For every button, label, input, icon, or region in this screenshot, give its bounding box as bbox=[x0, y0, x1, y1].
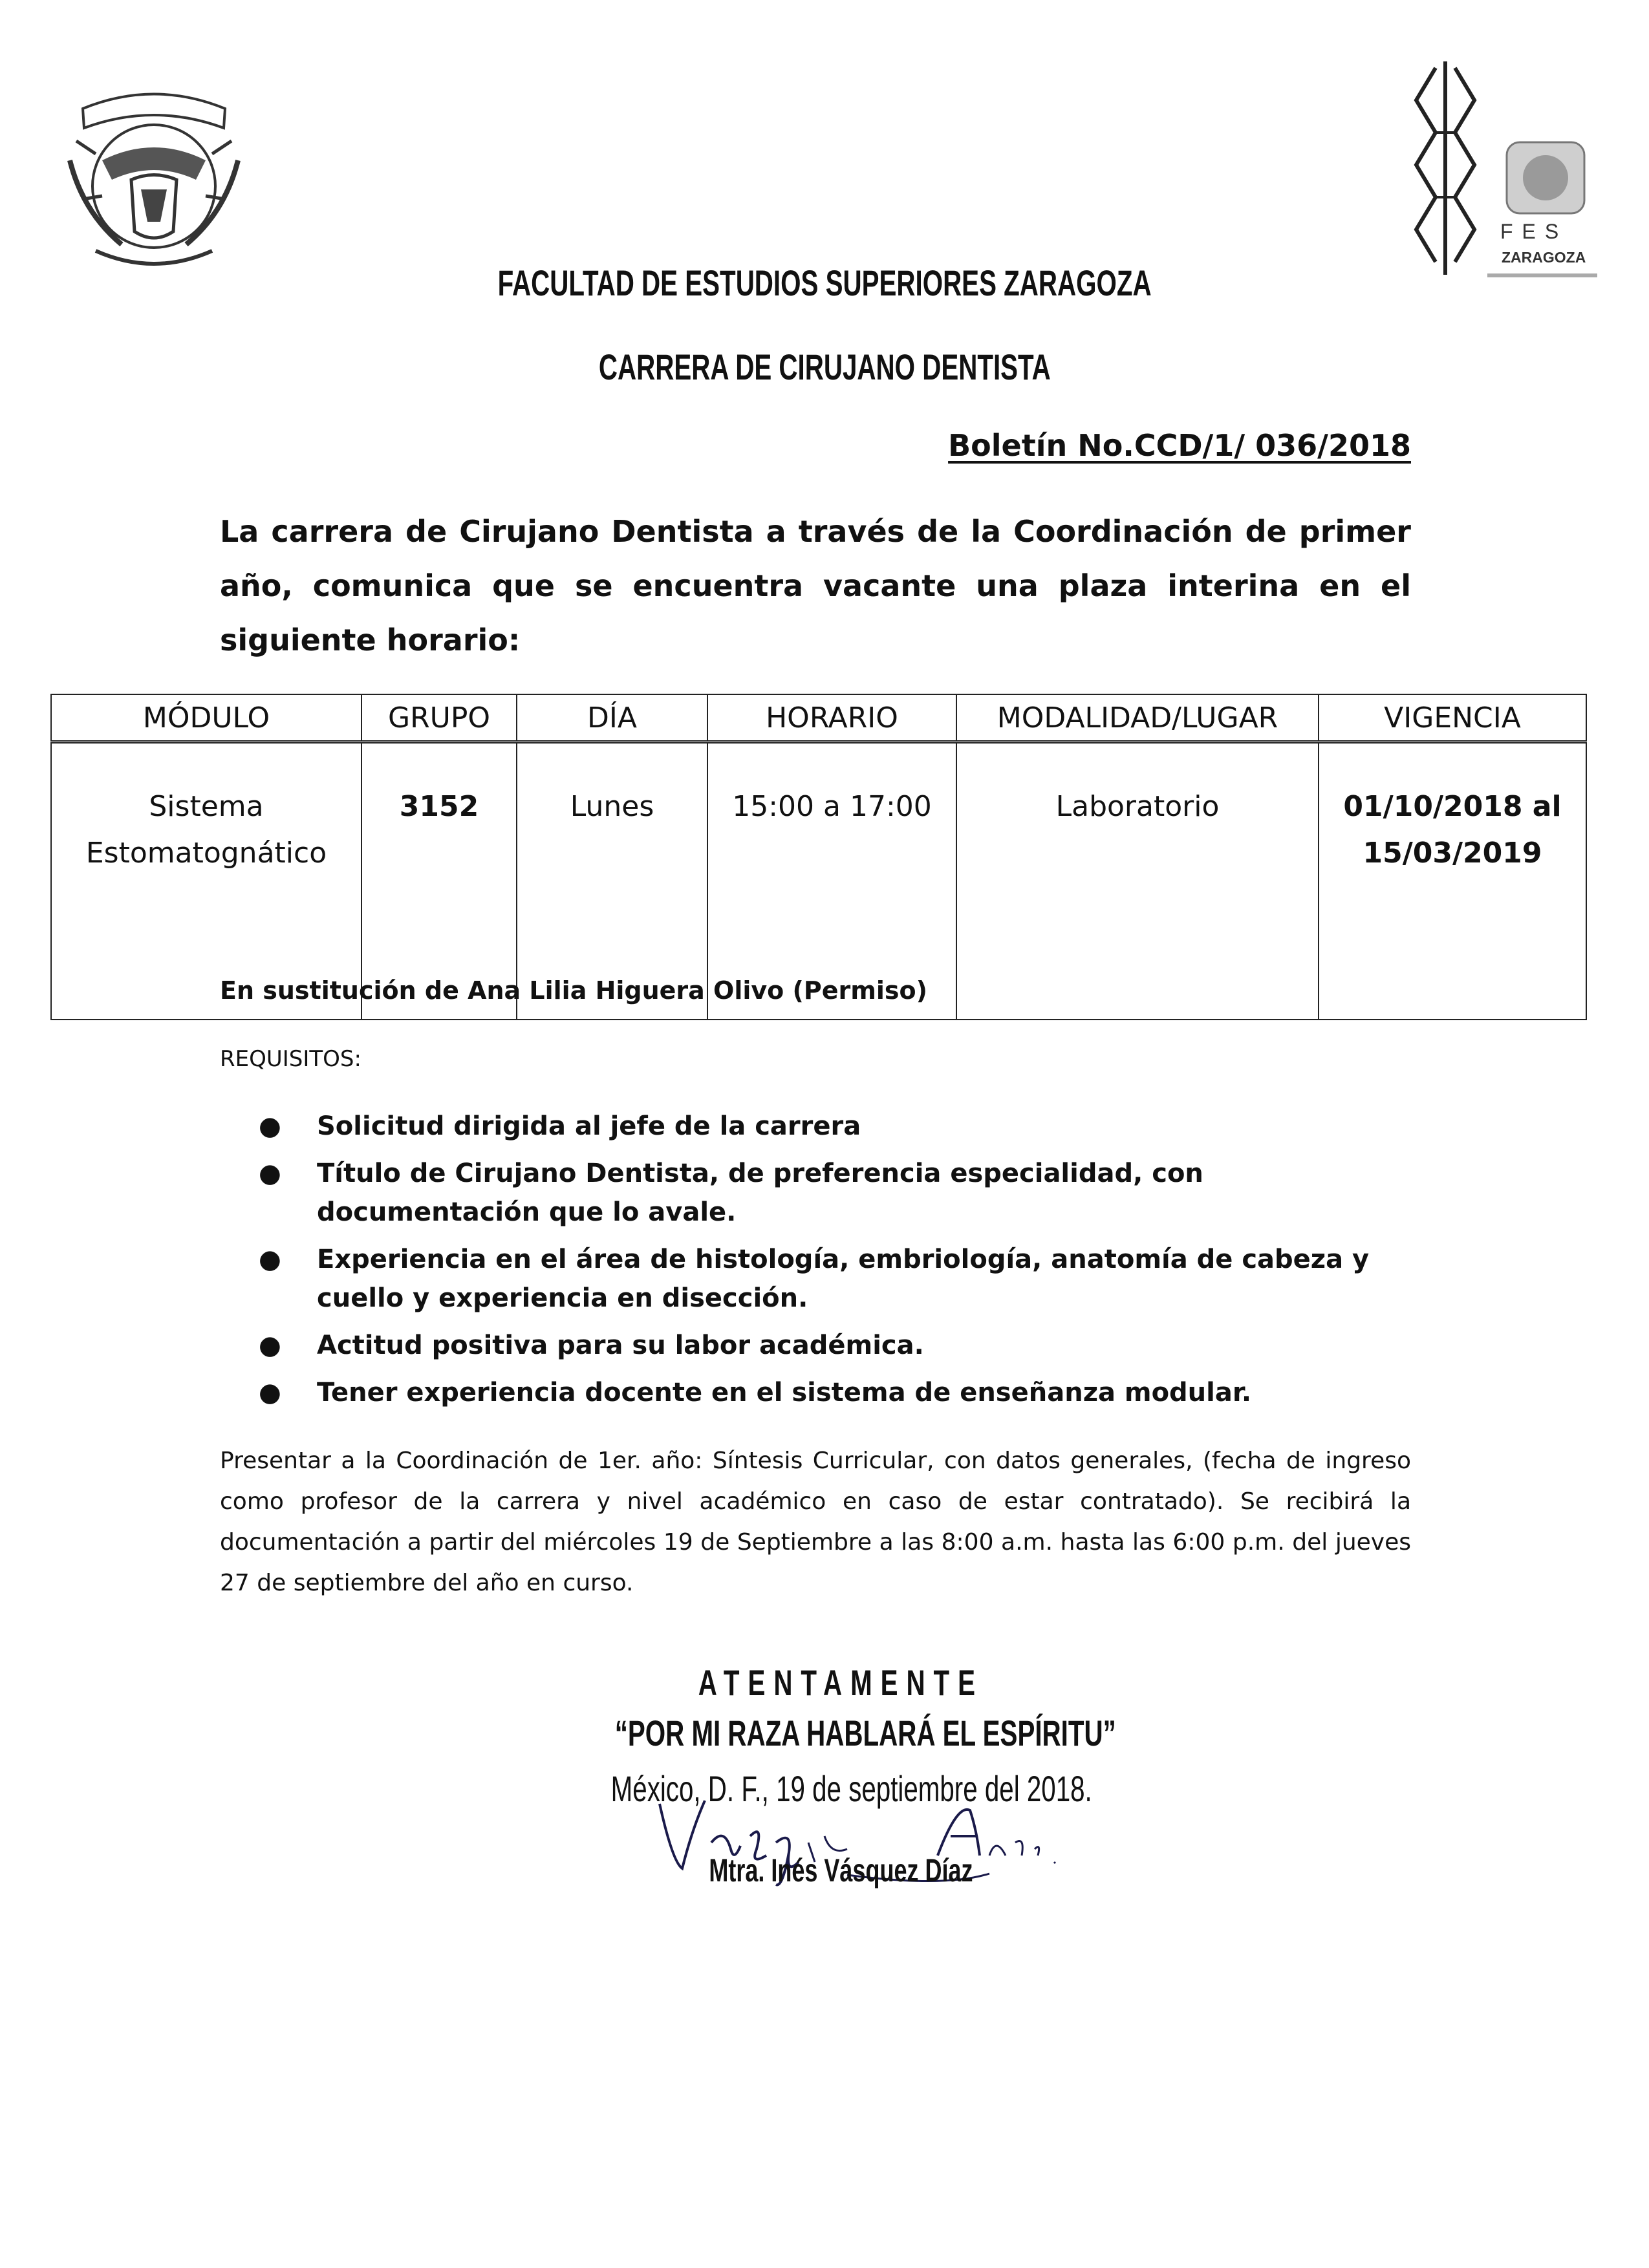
bullet-icon: ● bbox=[259, 1245, 281, 1274]
header-modalidad: MODALIDAD/LUGAR bbox=[956, 694, 1319, 742]
intro-paragraph: La carrera de Cirujano Dentista a través de la Coordinación de primer año, comunica que se encuentra vacante una plaza interina en el siguiente horario: bbox=[220, 514, 1411, 658]
institution-title-container bbox=[0, 262, 1649, 305]
bullet-icon: ● bbox=[259, 1331, 281, 1360]
fes-logo-text: FES bbox=[1500, 220, 1568, 243]
closing-salutation-container bbox=[582, 1662, 1099, 1704]
requirement-text: Tener experiencia docente en el sistema de enseñanza modular. bbox=[317, 1378, 1252, 1407]
requirement-text: Título de Cirujano Dentista, de preferencia especialidad, con documentación que lo avale. bbox=[317, 1159, 1203, 1227]
requirement-text: Solicitud dirigida al jefe de la carrera bbox=[317, 1111, 861, 1141]
header-grupo: GRUPO bbox=[361, 694, 517, 742]
table-header-row bbox=[51, 694, 1586, 742]
list-item bbox=[259, 1326, 1423, 1365]
bullet-icon: ● bbox=[259, 1378, 281, 1407]
list-item bbox=[259, 1240, 1423, 1318]
closing-salutation: ATENTAMENTE bbox=[698, 1662, 984, 1703]
list-item bbox=[259, 1107, 1423, 1146]
header-vigencia: VIGENCIA bbox=[1319, 694, 1586, 742]
list-item bbox=[259, 1154, 1423, 1232]
requirements-title: REQUISITOS: bbox=[220, 1046, 361, 1072]
institution-title: FACULTAD DE ESTUDIOS SUPERIORES ZARAGOZA bbox=[497, 262, 1152, 303]
cell-grupo: 3152 bbox=[361, 742, 517, 1020]
bulletin-number: Boletín No.CCD/1/ 036/2018 bbox=[948, 428, 1411, 463]
substitution-note: En sustitución de Ana Lilia Higuera Olivo (Permiso) bbox=[220, 976, 927, 1005]
header-modulo: MÓDULO bbox=[51, 694, 361, 742]
motto: “POR MI RAZA HABLARÁ EL ESPÍRITU” bbox=[614, 1713, 1116, 1753]
cell-vigencia: 01/10/2018 al 15/03/2019 bbox=[1319, 742, 1586, 1020]
signer-name: Mtra. Inés Vásquez Díaz bbox=[708, 1852, 973, 1888]
bullet-icon: ● bbox=[259, 1111, 281, 1141]
cell-dia: Lunes bbox=[517, 742, 707, 1020]
header-horario: HORARIO bbox=[707, 694, 956, 742]
requirements-list bbox=[259, 1107, 1423, 1420]
bullet-icon: ● bbox=[259, 1159, 281, 1188]
vacancy-table bbox=[50, 694, 1587, 1020]
presentation-paragraph: Presentar a la Coordinación de 1er. año: Síntesis Curricular, con datos generales, (fecha de ingreso como profesor de la carrera y nivel académico en caso de estar contratado). Se recibirá la documentación a partir del miércoles 19 de Septiembre a las 8:00 a.m. hasta las 6:00 p.m. del jueves 27 de septiembre del año en curso. bbox=[220, 1448, 1411, 1596]
career-title-container bbox=[0, 346, 1649, 389]
fes-zaragoza-logo-icon bbox=[1410, 61, 1597, 281]
motto-container bbox=[517, 1712, 1164, 1755]
list-item bbox=[259, 1373, 1423, 1412]
header-dia: DÍA bbox=[517, 694, 707, 742]
cell-modulo: Sistema Estomatognático bbox=[51, 742, 361, 1020]
cell-modalidad: Laboratorio bbox=[956, 742, 1319, 1020]
signer-name-container bbox=[517, 1852, 1164, 1889]
cell-horario: 15:00 a 17:00 bbox=[707, 742, 956, 1020]
place-date: México, D. F., 19 de septiembre del 2018. bbox=[610, 1768, 1092, 1809]
requirement-text: Actitud positiva para su labor académica. bbox=[317, 1331, 924, 1360]
fes-logo-subtext: ZARAGOZA bbox=[1502, 249, 1586, 266]
unam-seal-icon bbox=[57, 83, 251, 277]
requirement-text: Experiencia en el área de histología, embriología, anatomía de cabeza y cuello y experiencia en disección. bbox=[317, 1245, 1370, 1313]
career-title: CARRERA DE CIRUJANO DENTISTA bbox=[598, 347, 1051, 387]
